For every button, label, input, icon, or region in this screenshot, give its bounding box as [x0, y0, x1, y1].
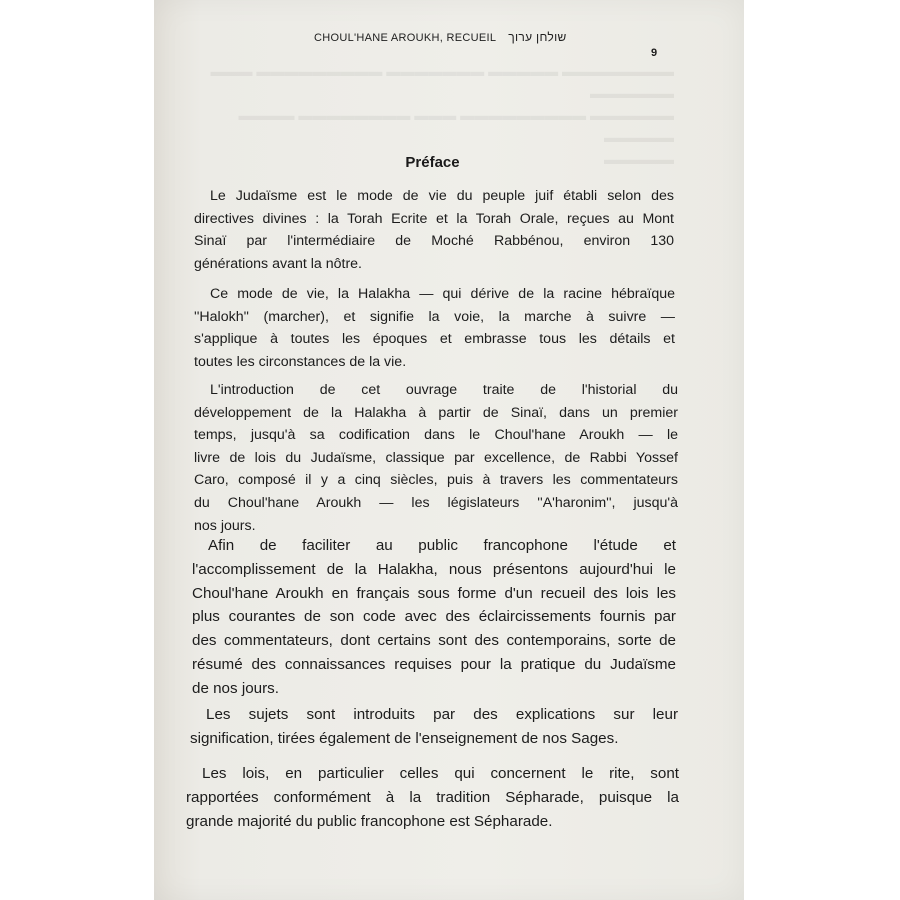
text-line: développement de la Halakha à partir de Sinaï, dans un premier	[194, 404, 678, 421]
text-line: rapportées conformément à la tradition Sépharade, puisque la	[186, 788, 679, 806]
header-hebrew-title: שולחן ערוך	[508, 30, 567, 44]
text-line: plus courantes de son code avec des éclaircissements fournis par	[192, 608, 676, 626]
paragraph-2	[194, 283, 675, 373]
text-line: grande majorité du public francophone est Sépharade.	[186, 812, 553, 830]
text-line: nos jours.	[194, 517, 256, 534]
running-header	[314, 30, 567, 44]
text-line: Afin de faciliter au public francophone l'étude et	[208, 537, 676, 554]
bleed-through-texture: ▬▬▬▬▬▬▬▬ ▬▬▬▬▬ ▬▬▬▬▬▬▬ ▬▬▬▬▬▬▬▬▬ ▬▬▬ ▬▬▬▬▬▬ ▬▬▬▬▬▬ ▬▬▬▬▬▬▬▬▬ ▬▬▬ ▬▬▬▬▬▬▬▬ ▬▬▬▬ ▬▬▬▬▬ ▬▬▬▬▬	[210, 63, 674, 167]
page-number: 9	[651, 47, 658, 59]
text-line: Les sujets sont introduits par des explications sur leur	[206, 706, 678, 723]
text-line: des commentateurs, dont certains sont des contemporains, sorte de	[192, 632, 676, 650]
text-line: directives divines : la Torah Ecrite et la Torah Orale, reçues au Mont	[194, 210, 674, 227]
text-line: Caro, composé il y a cinq siècles, puis à travers les commentateurs	[194, 472, 678, 489]
text-line: L'introduction de cet ouvrage traite de l'historial du	[210, 382, 678, 398]
text-line: l'accomplissement de la Halakha, nous présentons aujourd'hui le	[192, 560, 676, 578]
text-line: Les lois, en particulier celles qui concernent le rite, sont	[202, 765, 679, 782]
text-line: résumé des connaissances requises pour la pratique du Judaïsme	[192, 655, 676, 673]
text-line: Ce mode de vie, la Halakha — qui dérive de la racine hébraïque	[210, 286, 675, 302]
text-line: ''Halokh'' (marcher), et signifie la voie, la marche à suivre —	[194, 308, 675, 325]
text-line: s'applique à toutes les époques et embrasse tous les détails et	[194, 331, 675, 348]
paragraph-1	[194, 185, 674, 275]
paragraph-6	[186, 762, 679, 833]
text-line: de nos jours.	[192, 679, 279, 697]
paragraph-3	[194, 379, 678, 537]
text-line: Le Judaïsme est le mode de vie du peuple juif établi selon des	[210, 188, 674, 204]
text-line: temps, jusqu'à sa codification dans le Choul'hane Aroukh — le	[194, 427, 678, 444]
text-line: du Choul'hane Aroukh — les législateurs ''A'haronim'', jusqu'à	[194, 494, 678, 511]
text-line: signification, tirées également de l'enseignement de nos Sages.	[190, 729, 619, 747]
header-title: CHOUL'HANE AROUKH, RECUEIL	[314, 32, 497, 44]
text-line: Sinaï par l'intermédiaire de Moché Rabbénou, environ 130	[194, 233, 674, 250]
text-line: Choul'hane Aroukh en français sous forme d'un recueil des lois les	[192, 584, 676, 602]
paragraph-4	[192, 534, 676, 701]
text-line: générations avant la nôtre.	[194, 255, 362, 272]
book-page	[154, 0, 744, 900]
text-line: livre de lois du Judaïsme, classique par excellence, de Rabbi Yossef	[194, 449, 678, 466]
page-title: Préface	[405, 154, 460, 171]
text-line: toutes les circonstances de la vie.	[194, 353, 407, 370]
paragraph-5	[190, 703, 678, 751]
